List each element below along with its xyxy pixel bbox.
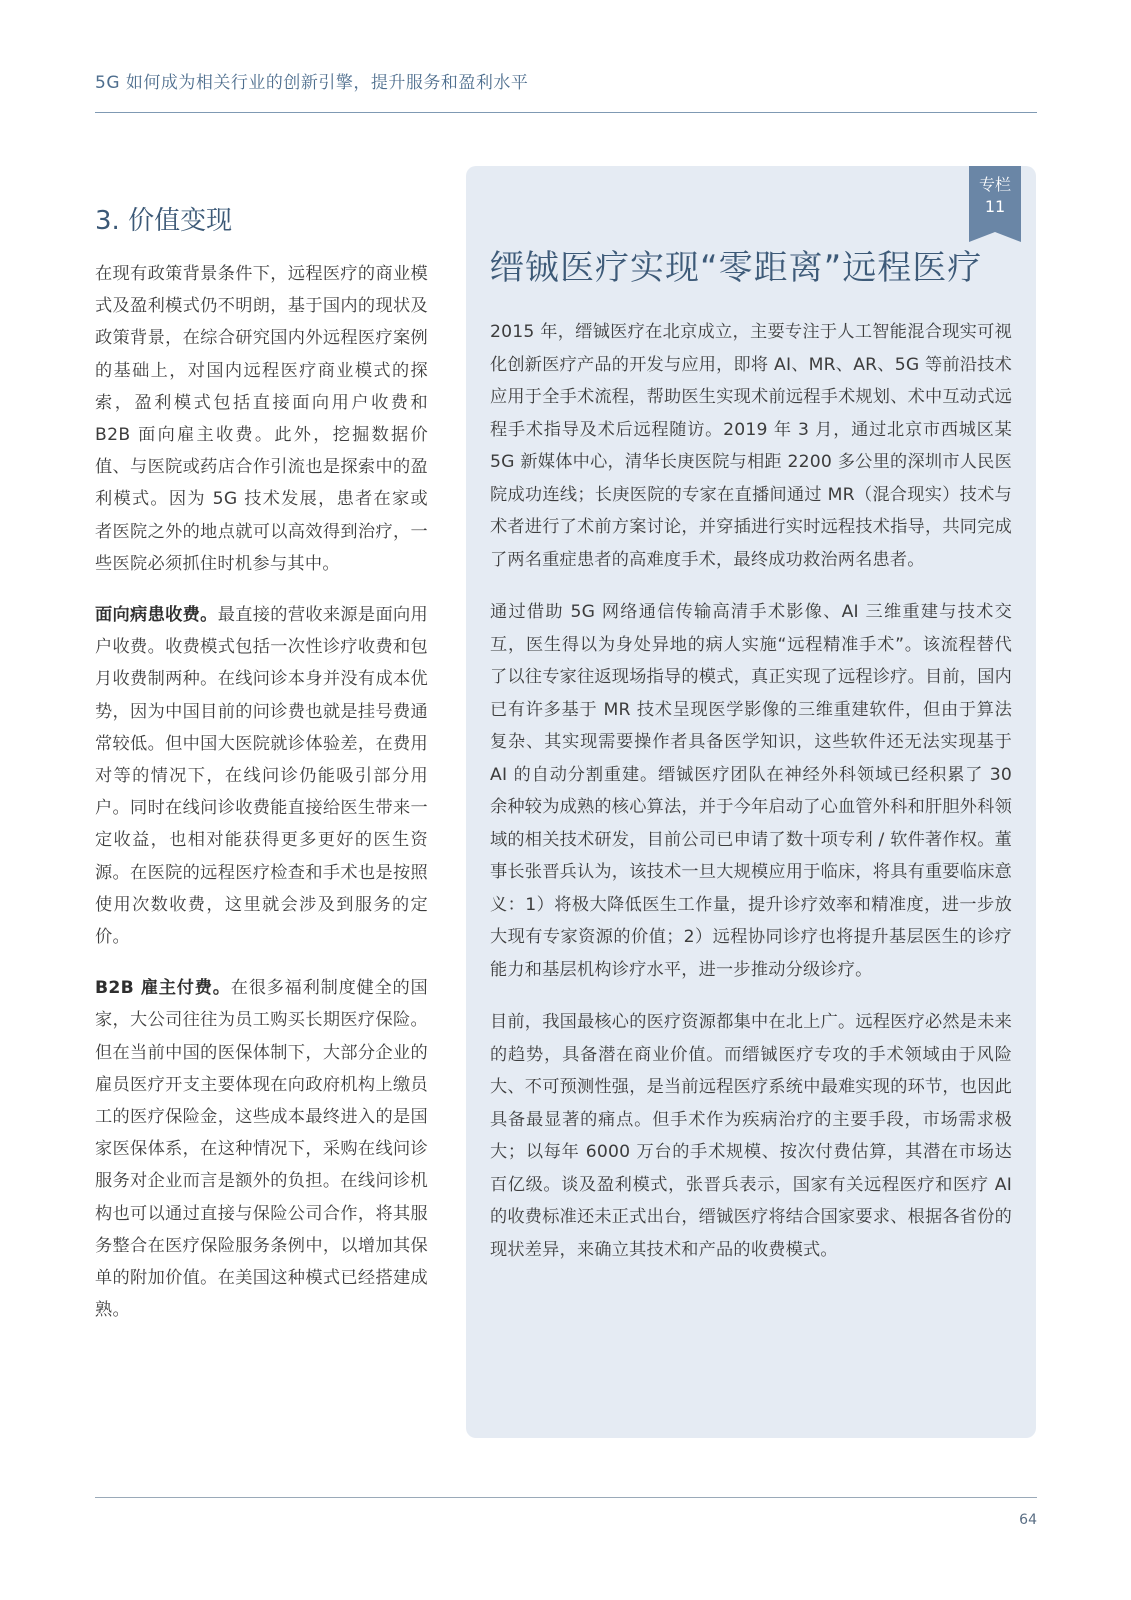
employer-fee-lead: B2B 雇主付费。 xyxy=(95,978,231,999)
case-study-paragraph: 2015 年，缙铖医疗在北京成立，主要专注于人工智能混合现实可视化创新医疗产品的开发与应用，即将 AI、MR、AR、5G 等前沿技术应用于全手术流程，帮助医生实现术前远程手术规划、术中互动式远程手术指导及术后远程随访。2019 年 3 月，通过北京市西城区某 5G 新媒体中心，清华长庚医院与相距 2200 多公里的深圳市人民医院成功连线；长庚医院的专家在直播间通过 MR（混合现实）技术与术者进行了术前方案讨论，并穿插进行实时远程技术指导，共同完成了两名重症患者的高难度手术，最终成功救治两名患者。 xyxy=(490,322,1012,570)
employer-fee-paragraph xyxy=(95,972,428,1326)
case-study-title: 缙铖医疗实现“零距离”远程医疗 xyxy=(490,248,983,288)
employer-fee-text: 在很多福利制度健全的国家，大公司往往为员工购买长期医疗保险。但在当前中国的医保体制下，大部分企业的雇员医疗开支主要体现在向政府机构上缴员工的医疗保险金，这些成本最终进入的是国家医保体系，在这种情况下，采购在线问诊服务对企业而言是额外的负担。在线问诊机构也可以通过直接与保险公司合作，将其服务整合在医疗保险服务条例中，以增加其保单的附加价值。在美国这种模式已经搭建成熟。 xyxy=(95,978,428,1321)
patient-fee-paragraph xyxy=(95,599,428,953)
left-column xyxy=(95,258,428,1346)
section-heading: 3. 价值变现 xyxy=(95,205,233,236)
badge-number: 11 xyxy=(984,197,1006,216)
case-study-paragraph: 目前，我国最核心的医疗资源都集中在北上广。远程医疗必然是未来的趋势，具备潜在商业价值。而缙铖医疗专攻的手术领域由于风险大、不可预测性强，是当前远程医疗系统中最难实现的环节，也因此具备最显著的痛点。但手术作为疾病治疗的主要手段，市场需求极大；以每年 6000 万台的手术规模、按次付费估算，其潜在市场达百亿级。谈及盈利模式，张晋兵表示，国家有关远程医疗和医疗 AI 的收费标准还未正式出台，缙铖医疗将结合国家要求、根据各省份的现状差异，来确立其技术和产品的收费模式。 xyxy=(490,1012,1012,1260)
column-badge xyxy=(969,166,1021,232)
case-study-body xyxy=(490,316,1012,1286)
patient-fee-lead: 面向病患收费。 xyxy=(95,605,218,626)
badge-label: 专栏 xyxy=(978,175,1011,194)
case-study-paragraph: 通过借助 5G 网络通信传输高清手术影像、AI 三维重建与技术交互，医生得以为身处异地的病人实施“远程精准手术”。该流程替代了以往专家往返现场指导的模式，真正实现了远程诊疗。目前，国内已有许多基于 MR 技术呈现医学影像的三维重建软件，但由于算法复杂、其实现需要操作者具备医学知识，这些软件还无法实现基于 AI 的自动分割重建。缙铖医疗团队在神经外科领域已经积累了 30 余种较为成熟的核心算法，并于今年启动了心血管外科和肝胆外科领域的相关技术研发，目前公司已申请了数十项专利 / 软件著作权。董事长张晋兵认为，该技术一旦大规模应用于临床，将具有重要临床意义：1）将极大降低医生工作量，提升诊疗效率和精准度，进一步放大现有专家资源的价值；2）远程协同诊疗也将提升基层医生的诊疗能力和基层机构诊疗水平，进一步推动分级诊疗。 xyxy=(490,602,1012,980)
footer-divider xyxy=(95,1497,1037,1498)
page-number: 64 xyxy=(1019,1512,1037,1528)
running-header: 5G 如何成为相关行业的创新引擎，提升服务和盈利水平 xyxy=(95,73,529,93)
patient-fee-text: 最直接的营收来源是面向用户收费。收费模式包括一次性诊疗收费和包月收费制两种。在线问诊本身并没有成本优势，因为中国目前的问诊费也就是挂号费通常较低。但中国大医院就诊体验差，在费用对等的情况下，在线问诊仍能吸引部分用户。同时在线问诊收费能直接给医生带来一定收益，也相对能获得更多更好的医生资源。在医院的远程医疗检查和手术也是按照使用次数收费，这里就会涉及到服务的定价。 xyxy=(95,605,428,948)
intro-paragraph: 在现有政策背景条件下，远程医疗的商业模式及盈利模式仍不明朗，基于国内的现状及政策背景，在综合研究国内外远程医疗案例的基础上，对国内远程医疗商业模式的探索，盈利模式包括直接面向用户收费和 B2B 面向雇主收费。此外，挖掘数据价值、与医院或药店合作引流也是探索中的盈利模式。因为 5G 技术发展，患者在家或者医院之外的地点就可以高效得到治疗，一些医院必须抓住时机参与其中。 xyxy=(95,264,428,574)
header-divider xyxy=(95,112,1037,113)
